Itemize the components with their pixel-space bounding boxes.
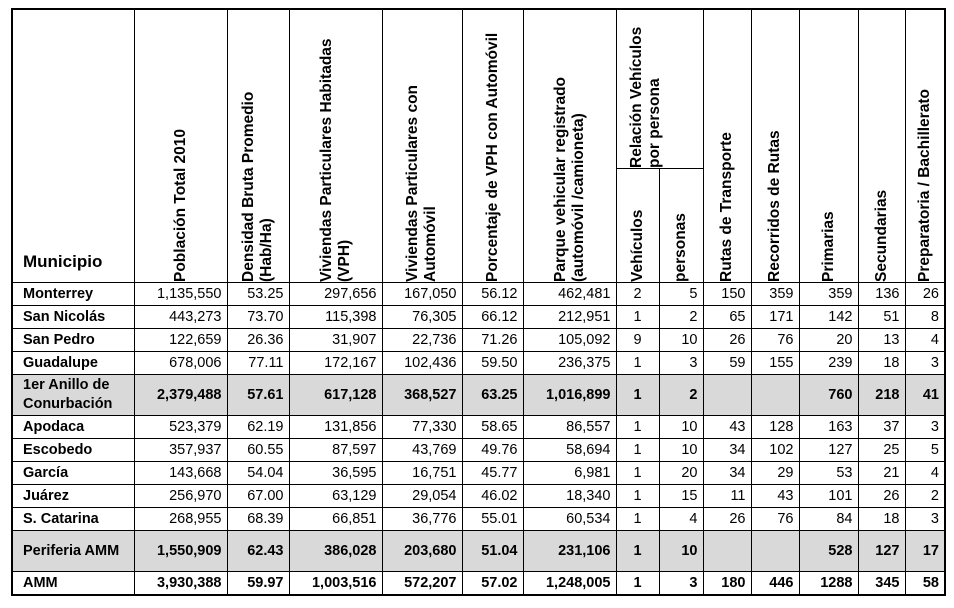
cell-vph: 31,907 xyxy=(289,329,382,352)
cell-vehiculos: 1 xyxy=(616,352,659,375)
header-personas-text: personas xyxy=(672,213,689,282)
header-vph-auto-text: Viviendas Particulares con Automóvil xyxy=(404,84,439,282)
cell-rutas: 65 xyxy=(703,306,751,329)
cell-vph: 131,856 xyxy=(289,416,382,439)
cell-recorridos: 446 xyxy=(751,572,799,596)
header-preparatoria-text: Preparatoria / Bachillerato xyxy=(915,89,933,282)
cell-recorridos: 128 xyxy=(751,416,799,439)
cell-personas: 2 xyxy=(659,375,703,416)
cell-parque: 231,106 xyxy=(523,531,616,572)
cell-parque: 236,375 xyxy=(523,352,616,375)
cell-preparatoria: 4 xyxy=(905,329,945,352)
cell-secundarias: 18 xyxy=(858,508,905,531)
cell-rutas: 11 xyxy=(703,485,751,508)
cell-municipio: San Nicolás xyxy=(12,306,134,329)
cell-rutas: 43 xyxy=(703,416,751,439)
cell-personas: 4 xyxy=(659,508,703,531)
cell-municipio: S. Catarina xyxy=(12,508,134,531)
cell-vph: 617,128 xyxy=(289,375,382,416)
cell-primarias: 760 xyxy=(799,375,858,416)
subtotal-row xyxy=(12,531,945,572)
cell-personas: 10 xyxy=(659,329,703,352)
cell-porcentaje: 55.01 xyxy=(462,508,523,531)
cell-vph-auto: 43,769 xyxy=(382,439,462,462)
table-row xyxy=(12,439,945,462)
cell-municipio: Escobedo xyxy=(12,439,134,462)
cell-personas: 10 xyxy=(659,439,703,462)
cell-recorridos: 76 xyxy=(751,508,799,531)
cell-vph-auto: 16,751 xyxy=(382,462,462,485)
cell-vehiculos: 1 xyxy=(616,416,659,439)
header-personas xyxy=(659,169,703,283)
cell-municipio: 1er Anillo de Conurbación xyxy=(12,375,134,416)
header-municipio: Municipio xyxy=(12,9,134,283)
cell-primarias: 1288 xyxy=(799,572,858,596)
cell-vph: 172,167 xyxy=(289,352,382,375)
table-row xyxy=(12,306,945,329)
cell-personas: 20 xyxy=(659,462,703,485)
cell-personas: 3 xyxy=(659,352,703,375)
cell-densidad: 77.11 xyxy=(227,352,289,375)
cell-densidad: 26.36 xyxy=(227,329,289,352)
cell-vph-auto: 76,305 xyxy=(382,306,462,329)
cell-vehiculos: 1 xyxy=(616,508,659,531)
cell-recorridos: 359 xyxy=(751,283,799,306)
cell-recorridos: 155 xyxy=(751,352,799,375)
cell-vph-auto: 22,736 xyxy=(382,329,462,352)
header-vph xyxy=(289,9,382,283)
header-rutas-text: Rutas de Transporte xyxy=(718,132,735,282)
cell-secundarias: 13 xyxy=(858,329,905,352)
cell-porcentaje: 66.12 xyxy=(462,306,523,329)
cell-personas: 10 xyxy=(659,416,703,439)
cell-vph-auto: 368,527 xyxy=(382,375,462,416)
header-poblacion xyxy=(134,9,227,283)
cell-preparatoria: 17 xyxy=(905,531,945,572)
cell-vph: 297,656 xyxy=(289,283,382,306)
cell-parque: 1,248,005 xyxy=(523,572,616,596)
cell-preparatoria: 58 xyxy=(905,572,945,596)
cell-recorridos: 102 xyxy=(751,439,799,462)
table-row xyxy=(12,508,945,531)
cell-poblacion: 523,379 xyxy=(134,416,227,439)
header-row xyxy=(12,9,945,169)
cell-personas: 5 xyxy=(659,283,703,306)
cell-primarias: 101 xyxy=(799,485,858,508)
header-porcentaje xyxy=(462,9,523,283)
cell-porcentaje: 51.04 xyxy=(462,531,523,572)
cell-porcentaje: 56.12 xyxy=(462,283,523,306)
cell-parque: 1,016,899 xyxy=(523,375,616,416)
header-vehiculos-text: Vehículos xyxy=(628,209,646,282)
cell-preparatoria: 2 xyxy=(905,485,945,508)
cell-vehiculos: 1 xyxy=(616,306,659,329)
cell-primarias: 163 xyxy=(799,416,858,439)
header-densidad-text: Densidad Bruta Promedio (Hab/Ha) xyxy=(240,91,275,282)
cell-porcentaje: 58.65 xyxy=(462,416,523,439)
cell-rutas: 59 xyxy=(703,352,751,375)
cell-parque: 462,481 xyxy=(523,283,616,306)
cell-parque: 86,557 xyxy=(523,416,616,439)
cell-densidad: 62.43 xyxy=(227,531,289,572)
cell-rutas: 26 xyxy=(703,329,751,352)
cell-vehiculos: 1 xyxy=(616,485,659,508)
cell-rutas xyxy=(703,375,751,416)
cell-rutas xyxy=(703,531,751,572)
cell-parque: 60,534 xyxy=(523,508,616,531)
header-vph-auto xyxy=(382,9,462,283)
cell-densidad: 67.00 xyxy=(227,485,289,508)
cell-poblacion: 256,970 xyxy=(134,485,227,508)
header-parque xyxy=(523,9,616,283)
table-row xyxy=(12,283,945,306)
cell-primarias: 359 xyxy=(799,283,858,306)
cell-poblacion: 2,379,488 xyxy=(134,375,227,416)
cell-rutas: 150 xyxy=(703,283,751,306)
header-vph-text: Viviendas Particulares Habitadas (VPH) xyxy=(317,38,353,282)
cell-poblacion: 678,006 xyxy=(134,352,227,375)
table-row xyxy=(12,485,945,508)
cell-densidad: 59.97 xyxy=(227,572,289,596)
header-vehiculos xyxy=(616,169,659,283)
cell-vehiculos: 1 xyxy=(616,375,659,416)
cell-densidad: 73.70 xyxy=(227,306,289,329)
cell-rutas: 34 xyxy=(703,439,751,462)
cell-poblacion: 268,955 xyxy=(134,508,227,531)
table-row xyxy=(12,462,945,485)
cell-primarias: 528 xyxy=(799,531,858,572)
table-row xyxy=(12,329,945,352)
cell-poblacion: 3,930,388 xyxy=(134,572,227,596)
cell-porcentaje: 59.50 xyxy=(462,352,523,375)
cell-vph-auto: 572,207 xyxy=(382,572,462,596)
cell-secundarias: 26 xyxy=(858,485,905,508)
cell-recorridos: 29 xyxy=(751,462,799,485)
cell-secundarias: 127 xyxy=(858,531,905,572)
cell-municipio: García xyxy=(12,462,134,485)
cell-densidad: 54.04 xyxy=(227,462,289,485)
header-recorridos-text: Recorridos de Rutas xyxy=(766,130,783,282)
cell-vehiculos: 9 xyxy=(616,329,659,352)
table-row xyxy=(12,352,945,375)
cell-porcentaje: 71.26 xyxy=(462,329,523,352)
cell-poblacion: 143,668 xyxy=(134,462,227,485)
cell-municipio: Guadalupe xyxy=(12,352,134,375)
cell-densidad: 53.25 xyxy=(227,283,289,306)
cell-municipio: Periferia AMM xyxy=(12,531,134,572)
cell-parque: 105,092 xyxy=(523,329,616,352)
cell-secundarias: 136 xyxy=(858,283,905,306)
cell-preparatoria: 41 xyxy=(905,375,945,416)
cell-primarias: 84 xyxy=(799,508,858,531)
cell-parque: 212,951 xyxy=(523,306,616,329)
cell-municipio: Monterrey xyxy=(12,283,134,306)
cell-porcentaje: 57.02 xyxy=(462,572,523,596)
cell-preparatoria: 26 xyxy=(905,283,945,306)
header-parque-text: Parque vehicular registrado (automóvil /camioneta) xyxy=(551,76,587,282)
cell-primarias: 239 xyxy=(799,352,858,375)
cell-personas: 2 xyxy=(659,306,703,329)
cell-primarias: 20 xyxy=(799,329,858,352)
table-row xyxy=(12,416,945,439)
cell-vph: 63,129 xyxy=(289,485,382,508)
cell-parque: 58,694 xyxy=(523,439,616,462)
header-densidad xyxy=(227,9,289,283)
cell-parque: 18,340 xyxy=(523,485,616,508)
cell-porcentaje: 63.25 xyxy=(462,375,523,416)
cell-vehiculos: 1 xyxy=(616,462,659,485)
cell-vph-auto: 36,776 xyxy=(382,508,462,531)
header-secundarias xyxy=(858,9,905,283)
header-secundarias-text: Secundarias xyxy=(872,189,890,282)
cell-vph: 87,597 xyxy=(289,439,382,462)
cell-municipio: AMM xyxy=(12,572,134,596)
cell-vehiculos: 1 xyxy=(616,572,659,596)
cell-vph-auto: 167,050 xyxy=(382,283,462,306)
header-rutas xyxy=(703,9,751,283)
cell-vph: 66,851 xyxy=(289,508,382,531)
cell-poblacion: 1,550,909 xyxy=(134,531,227,572)
cell-municipio: Juárez xyxy=(12,485,134,508)
cell-vehiculos: 1 xyxy=(616,439,659,462)
cell-densidad: 60.55 xyxy=(227,439,289,462)
cell-secundarias: 37 xyxy=(858,416,905,439)
cell-vph-auto: 203,680 xyxy=(382,531,462,572)
cell-vph-auto: 102,436 xyxy=(382,352,462,375)
cell-densidad: 68.39 xyxy=(227,508,289,531)
cell-vph-auto: 77,330 xyxy=(382,416,462,439)
subtotal-row xyxy=(12,375,945,416)
cell-poblacion: 122,659 xyxy=(134,329,227,352)
table-body xyxy=(12,283,945,596)
cell-preparatoria: 5 xyxy=(905,439,945,462)
cell-primarias: 142 xyxy=(799,306,858,329)
header-poblacion-text: Población Total 2010 xyxy=(171,128,189,282)
header-primarias-text: Primarias xyxy=(819,211,837,282)
cell-secundarias: 51 xyxy=(858,306,905,329)
cell-preparatoria: 3 xyxy=(905,508,945,531)
cell-rutas: 180 xyxy=(703,572,751,596)
cell-vph-auto: 29,054 xyxy=(382,485,462,508)
cell-secundarias: 345 xyxy=(858,572,905,596)
cell-rutas: 26 xyxy=(703,508,751,531)
header-porcentaje-text: Porcentaje de VPH con Automóvil xyxy=(483,32,501,282)
cell-recorridos xyxy=(751,375,799,416)
cell-densidad: 57.61 xyxy=(227,375,289,416)
cell-parque: 6,981 xyxy=(523,462,616,485)
cell-preparatoria: 4 xyxy=(905,462,945,485)
cell-preparatoria: 8 xyxy=(905,306,945,329)
cell-primarias: 53 xyxy=(799,462,858,485)
cell-recorridos: 43 xyxy=(751,485,799,508)
cell-vph: 386,028 xyxy=(289,531,382,572)
cell-vph: 115,398 xyxy=(289,306,382,329)
cell-recorridos: 76 xyxy=(751,329,799,352)
cell-personas: 10 xyxy=(659,531,703,572)
cell-preparatoria: 3 xyxy=(905,352,945,375)
total-row xyxy=(12,572,945,596)
cell-rutas: 34 xyxy=(703,462,751,485)
header-preparatoria xyxy=(905,9,945,283)
cell-municipio: San Pedro xyxy=(12,329,134,352)
header-recorridos xyxy=(751,9,799,283)
cell-vehiculos: 2 xyxy=(616,283,659,306)
cell-porcentaje: 45.77 xyxy=(462,462,523,485)
cell-poblacion: 443,273 xyxy=(134,306,227,329)
cell-primarias: 127 xyxy=(799,439,858,462)
municipal-data-table xyxy=(11,8,946,596)
cell-secundarias: 218 xyxy=(858,375,905,416)
cell-municipio: Apodaca xyxy=(12,416,134,439)
cell-densidad: 62.19 xyxy=(227,416,289,439)
cell-secundarias: 21 xyxy=(858,462,905,485)
cell-recorridos: 171 xyxy=(751,306,799,329)
header-primarias xyxy=(799,9,858,283)
header-relacion-text: Relación Vehículos por persona xyxy=(627,26,663,168)
cell-poblacion: 1,135,550 xyxy=(134,283,227,306)
cell-secundarias: 25 xyxy=(858,439,905,462)
cell-vph: 1,003,516 xyxy=(289,572,382,596)
cell-secundarias: 18 xyxy=(858,352,905,375)
cell-porcentaje: 46.02 xyxy=(462,485,523,508)
cell-personas: 3 xyxy=(659,572,703,596)
cell-vph: 36,595 xyxy=(289,462,382,485)
cell-poblacion: 357,937 xyxy=(134,439,227,462)
cell-preparatoria: 3 xyxy=(905,416,945,439)
cell-porcentaje: 49.76 xyxy=(462,439,523,462)
cell-personas: 15 xyxy=(659,485,703,508)
cell-recorridos xyxy=(751,531,799,572)
cell-vehiculos: 1 xyxy=(616,531,659,572)
header-relacion xyxy=(616,9,703,169)
